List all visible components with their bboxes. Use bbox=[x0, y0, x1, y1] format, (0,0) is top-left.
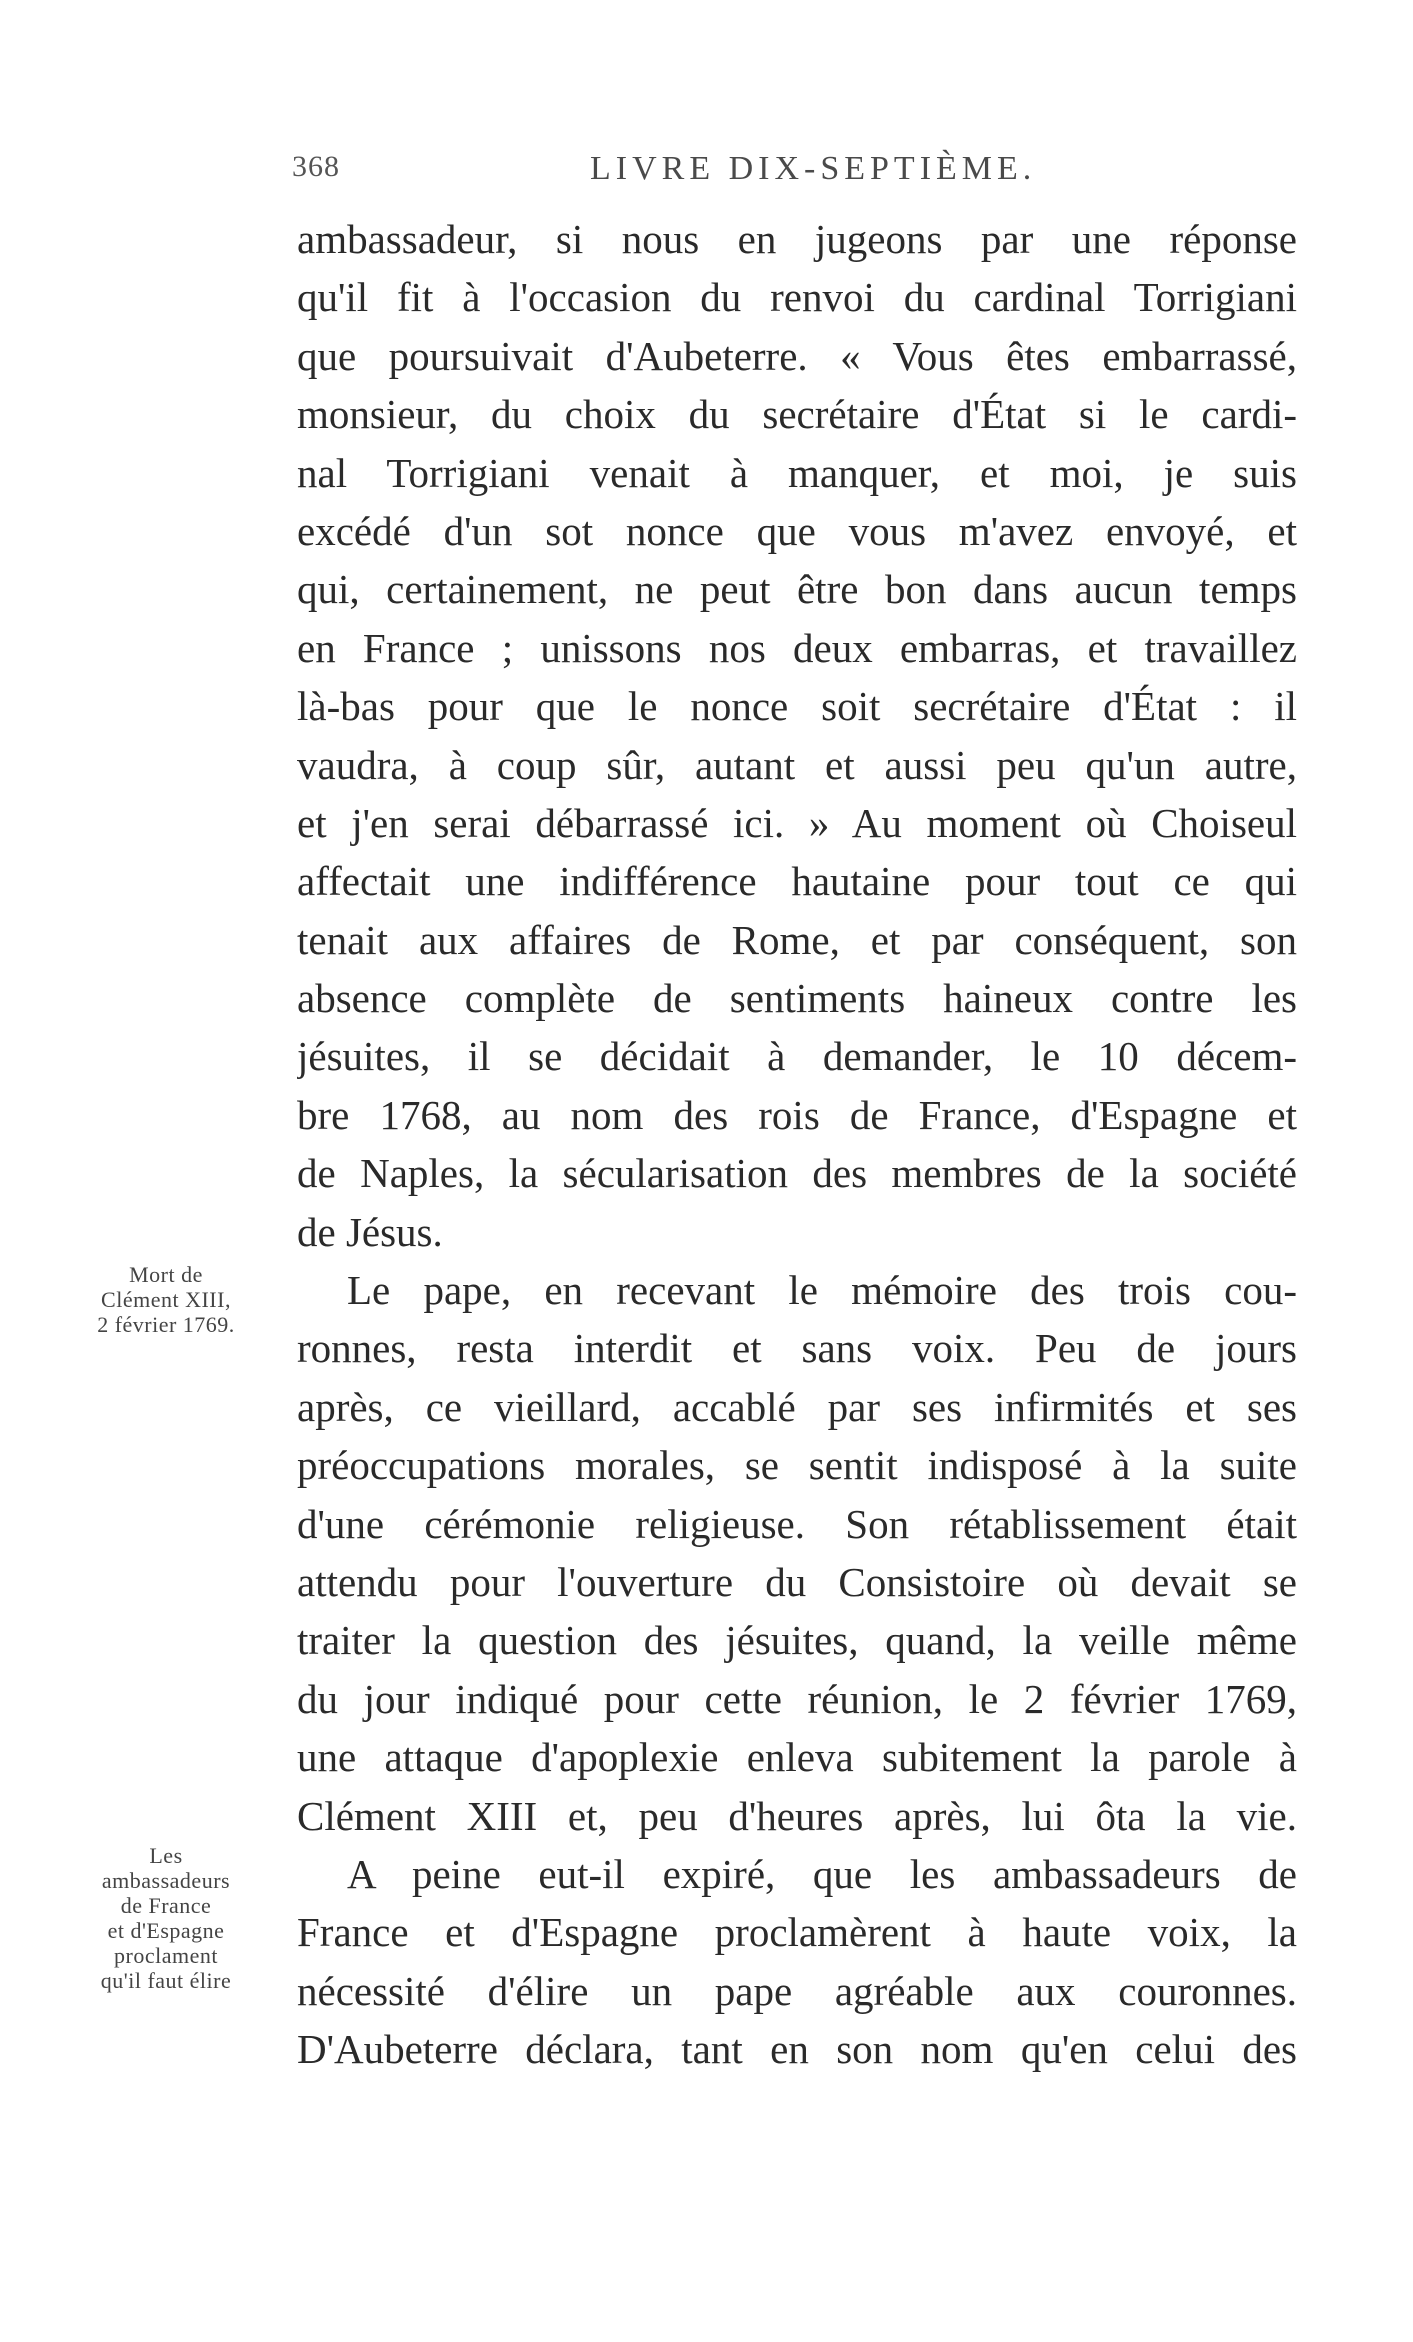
margin-note-line: de France bbox=[120, 1893, 212, 1918]
margin-note-line: qu'il faut élire bbox=[100, 1968, 232, 1993]
text-line: en France ; unissons nos deux embarras, et travaillez bbox=[297, 624, 1297, 671]
margin-note-line: Mort de bbox=[129, 1262, 203, 1287]
body-text bbox=[297, 210, 1297, 2079]
running-head: LIVRE DIX-SEPTIÈME. bbox=[590, 150, 1037, 187]
text-line: une attaque d'apoplexie enleva subitement la parole à bbox=[297, 1734, 1297, 1781]
text-line: nécessité d'élire un pape agréable aux couronnes. bbox=[297, 1967, 1297, 2014]
text-line: bre 1768, au nom des rois de France, d'Espagne et bbox=[297, 1091, 1297, 1138]
text-line: du jour indiqué pour cette réunion, le 2 février 1769, bbox=[297, 1675, 1297, 1722]
text-line: ronnes, resta interdit et sans voix. Peu de jours bbox=[297, 1325, 1297, 1372]
text-line: jésuites, il se décidait à demander, le 10 décem- bbox=[297, 1033, 1297, 1080]
text-line: et j'en serai débarrassé ici. » Au moment où Choiseul bbox=[297, 799, 1297, 846]
text-line: ambassadeur, si nous en jugeons par une réponse bbox=[297, 216, 1297, 262]
margin-note-line: 2 février 1769. bbox=[97, 1312, 235, 1337]
text-line: qu'il fit à l'occasion du renvoi du cardinal Torrigiani bbox=[297, 274, 1297, 321]
page-number: 368 bbox=[292, 150, 340, 183]
text-line: qui, certainement, ne peut être bon dans aucun temps bbox=[297, 566, 1297, 613]
margin-note-death-clement bbox=[50, 1262, 282, 1337]
text-line: préoccupations morales, se sentit indisposé à la suite bbox=[297, 1442, 1297, 1489]
text-line: après, ce vieillard, accablé par ses infirmités et ses bbox=[297, 1383, 1297, 1430]
margin-note-line: Clément XIII, bbox=[101, 1287, 231, 1312]
text-line: de Jésus. bbox=[297, 1208, 443, 1255]
text-line: monsieur, du choix du secrétaire d'État si le cardi- bbox=[297, 391, 1297, 438]
margin-note-line: ambassadeurs bbox=[101, 1868, 231, 1893]
text-line: France et d'Espagne proclamèrent à haute voix, la bbox=[297, 1909, 1297, 1956]
margin-note-ambassadors bbox=[50, 1843, 282, 1993]
text-line: traiter la question des jésuites, quand, la veille même bbox=[297, 1617, 1297, 1664]
text-line: tenait aux affaires de Rome, et par conséquent, son bbox=[297, 916, 1297, 963]
text-line: attendu pour l'ouverture du Consistoire où devait se bbox=[297, 1558, 1297, 1605]
text-line: là-bas pour que le nonce soit secrétaire d'État : il bbox=[297, 683, 1297, 730]
margin-note-line: Les bbox=[149, 1843, 183, 1868]
text-line: Clément XIII et, peu d'heures après, lui ôta la vie. bbox=[297, 1792, 1297, 1839]
text-line: vaudra, à coup sûr, autant et aussi peu qu'un autre, bbox=[297, 741, 1297, 788]
text-line: nal Torrigiani venait à manquer, et moi, je suis bbox=[297, 449, 1297, 496]
text-line: affectait une indifférence hautaine pour tout ce qui bbox=[297, 858, 1297, 905]
text-line: de Naples, la sécularisation des membres de la société bbox=[297, 1150, 1297, 1197]
text-line: absence complète de sentiments haineux contre les bbox=[297, 975, 1297, 1022]
text-line: d'une cérémonie religieuse. Son rétablissement était bbox=[297, 1500, 1297, 1547]
text-line: A peine eut-il expiré, que les ambassadeurs de bbox=[347, 1850, 1297, 1897]
text-line: que poursuivait d'Aubeterre. « Vous êtes embarrassé, bbox=[297, 332, 1297, 379]
text-line: D'Aubeterre déclara, tant en son nom qu'en celui des bbox=[297, 2026, 1297, 2073]
margin-note-line: proclament bbox=[114, 1943, 218, 1968]
margin-note-line: et d'Espagne bbox=[107, 1918, 225, 1943]
text-line: Le pape, en recevant le mémoire des trois cou- bbox=[347, 1267, 1297, 1314]
text-line: excédé d'un sot nonce que vous m'avez envoyé, et bbox=[297, 507, 1297, 554]
